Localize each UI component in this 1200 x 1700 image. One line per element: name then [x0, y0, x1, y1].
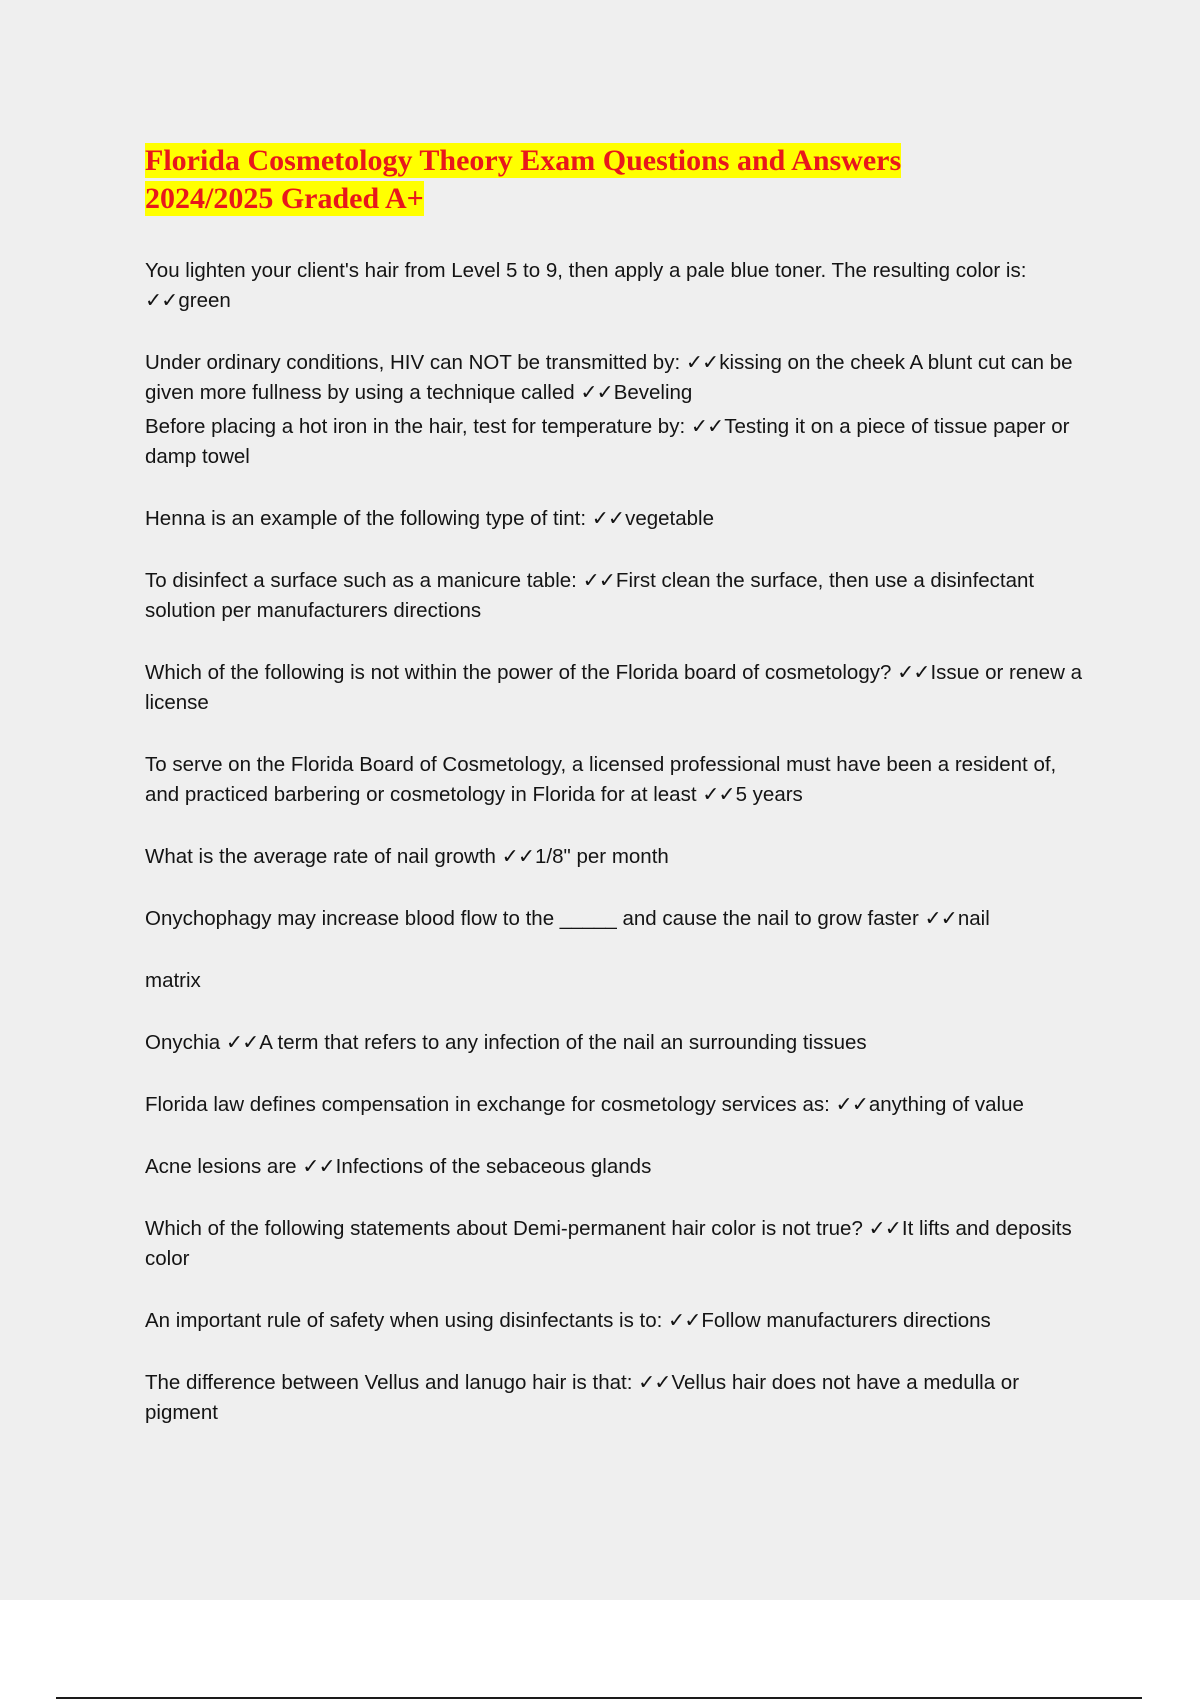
qa-item — [145, 1090, 1085, 1120]
answer-text: Beveling — [613, 381, 693, 404]
answer-text: Testing it on a piece of tissue paper or damp towel — [145, 415, 1070, 468]
document-title — [145, 142, 1085, 218]
question-text: To disinfect a surface such as a manicure table: — [145, 569, 583, 592]
question-text: What is the average rate of nail growth — [145, 845, 502, 868]
qa-item — [145, 1152, 1085, 1182]
question-text: Onychia — [145, 1031, 226, 1054]
title-line-1: Florida Cosmetology Theory Exam Questions and Answers — [145, 144, 902, 177]
question-text: An important rule of safety when using disinfectants is to: — [145, 1309, 669, 1332]
checkmark-icon: ✓✓ — [897, 661, 930, 684]
question-text: Under ordinary conditions, HIV can NOT be transmitted by: — [145, 351, 686, 374]
qa-item — [145, 412, 1085, 472]
question-text: Florida law defines compensation in exchange for cosmetology services as: — [145, 1093, 836, 1116]
answer-text: 5 years — [735, 783, 803, 806]
qa-item — [145, 348, 1085, 408]
answer-text: 1/8" per month — [535, 845, 669, 868]
qa-item — [145, 658, 1085, 718]
answer-text: Follow manufacturers directions — [701, 1309, 991, 1332]
page-footer — [0, 1600, 1200, 1700]
question-text: You lighten your client's hair from Level 5 to 9, then apply a pale blue toner. The resulting color is: — [145, 259, 1027, 282]
answer-text: First clean the surface, then use a disinfectant solution per manufacturers directions — [145, 569, 1035, 622]
checkmark-icon: ✓✓ — [690, 415, 724, 438]
qa-item — [145, 1368, 1085, 1428]
qa-item — [145, 1306, 1085, 1336]
answer-continuation-text: matrix — [145, 969, 201, 992]
checkmark-icon: ✓✓ — [835, 1093, 868, 1116]
qa-item — [145, 904, 1085, 934]
footer-divider — [56, 1697, 1142, 1699]
checkmark-icon: ✓✓ — [580, 381, 613, 404]
qa-item — [145, 966, 1085, 996]
checkmark-icon: ✓✓ — [582, 569, 615, 592]
answer-text: Issue or renew a license — [145, 661, 1082, 714]
checkmark-icon: ✓✓ — [702, 783, 735, 806]
answer-text: Vellus hair does not have a medulla or pigment — [145, 1371, 1020, 1424]
checkmark-icon: ✓✓ — [302, 1155, 335, 1178]
answer-text: anything of value — [868, 1093, 1024, 1116]
qa-item — [145, 750, 1085, 810]
qa-item — [145, 1028, 1085, 1058]
question-text: To serve on the Florida Board of Cosmetology, a licensed professional must have been a resident of, and practiced barbering or cosmetology in Florida for at least — [145, 753, 1057, 806]
answer-text: nail — [957, 907, 990, 930]
answer-text: green — [178, 289, 231, 312]
checkmark-icon: ✓✓ — [591, 507, 625, 530]
checkmark-icon: ✓✓ — [668, 1309, 701, 1332]
answer-text: Infections of the sebaceous glands — [335, 1155, 652, 1178]
title-line-2: 2024/2025 Graded A+ — [145, 182, 424, 215]
answer-text: vegetable — [625, 507, 714, 530]
qa-item — [145, 256, 1085, 316]
checkmark-icon: ✓✓ — [145, 289, 178, 312]
question-text: Which of the following statements about Demi-permanent hair color is not true? — [145, 1217, 869, 1240]
checkmark-icon: ✓✓ — [225, 1031, 259, 1054]
question-text: Onychophagy may increase blood flow to the _____ and cause the nail to grow faster — [145, 907, 925, 930]
question-text: Which of the following is not within the power of the Florida board of cosmetology? — [145, 661, 898, 684]
checkmark-icon: ✓✓ — [501, 845, 535, 868]
qa-item — [145, 842, 1085, 872]
question-text: Acne lesions are — [145, 1155, 303, 1178]
question-text: Henna is an example of the following type of tint: — [145, 507, 592, 530]
checkmark-icon: ✓✓ — [924, 907, 957, 930]
checkmark-icon: ✓✓ — [685, 351, 719, 374]
answer-text: kissing on the cheek A blunt cut can be given more fullness by using a technique called — [145, 351, 1073, 404]
answer-text: A term that refers to any infection of the nail an surrounding tissues — [259, 1031, 867, 1054]
qa-item — [145, 1214, 1085, 1274]
question-text: Before placing a hot iron in the hair, test for temperature by: — [145, 415, 691, 438]
qa-item — [145, 504, 1085, 534]
checkmark-icon: ✓✓ — [638, 1371, 671, 1394]
question-text: The difference between Vellus and lanugo hair is that: — [145, 1371, 639, 1394]
answer-text: It lifts and deposits color — [145, 1217, 1072, 1270]
qa-item — [145, 566, 1085, 626]
document-content — [145, 142, 1085, 1428]
checkmark-icon: ✓✓ — [868, 1217, 901, 1240]
